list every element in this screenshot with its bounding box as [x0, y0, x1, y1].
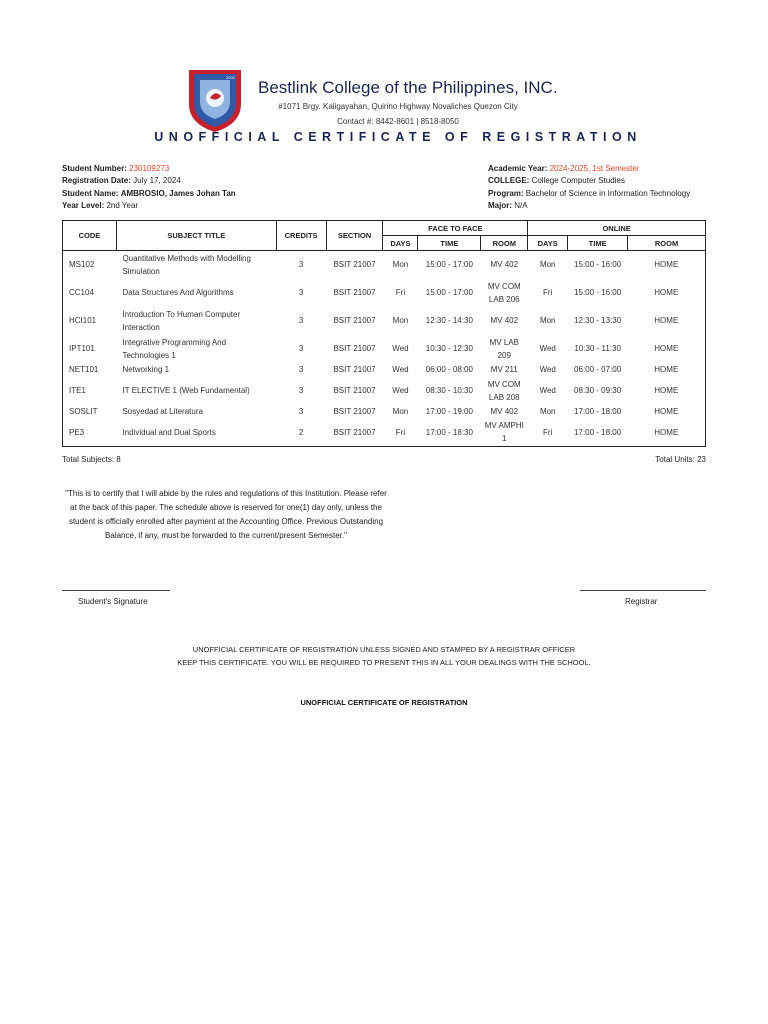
online-time: 17:00 - 18:00	[574, 427, 622, 437]
college-label: COLLEGE:	[488, 176, 530, 186]
schedule-table	[62, 220, 706, 447]
subject-code: HCI101	[69, 316, 97, 325]
header-f2f-time: TIME	[418, 236, 481, 251]
subject-title: IT ELECTIVE 1 (Web Fundamental)	[122, 386, 250, 395]
footer-notice-1: UNOFFICIAL CERTIFICATE OF REGISTRATION UNLESS SIGNED AND STAMPED BY A REGISTRAR OFFICER	[192, 645, 576, 654]
subject-section: BSIT 21007	[333, 365, 376, 374]
svg-text:2002: 2002	[226, 75, 235, 80]
f2f-time: 17:00 - 18:30	[425, 427, 473, 437]
online-room: HOME	[654, 260, 679, 270]
header-subject-title: SUBJECT TITLE	[116, 221, 276, 251]
school-name: Bestlink College of the Philippines, INC.	[258, 78, 558, 97]
footer-notice-2: KEEP THIS CERTIFICATE. YOU WILL BE REQUIRED TO PRESENT THIS IN ALL YOUR DEALINGS WITH THE SCHOOL.	[177, 658, 591, 667]
header-credits: CREDITS	[276, 221, 326, 251]
subject-section: BSIT 21007	[333, 427, 376, 437]
student-name-row	[62, 188, 236, 200]
online-time: 17:00 - 18:00	[574, 407, 622, 416]
student-name: AMBROSIO, James Johan Tan	[120, 188, 236, 198]
table-row	[63, 279, 706, 307]
subject-credits: 3	[298, 288, 304, 297]
subject-credits: 3	[298, 407, 304, 416]
academic-info	[488, 163, 690, 212]
header-online: ONLINE	[528, 221, 706, 236]
subject-credits: 3	[298, 365, 304, 374]
online-days: Wed	[539, 344, 556, 353]
online-days: Fri	[543, 427, 553, 437]
f2f-time: 17:00 - 19:00	[425, 407, 473, 416]
header-code: CODE	[63, 221, 117, 251]
online-time: 08:30 - 09:30	[574, 386, 622, 395]
online-time: 06:00 - 07:00	[574, 365, 622, 374]
schedule-rows	[63, 251, 706, 447]
f2f-days: Mon	[392, 260, 409, 270]
f2f-days: Wed	[392, 386, 409, 395]
header-online-days: DAYS	[528, 236, 568, 251]
f2f-room: MV COM LAB 206	[487, 281, 521, 304]
f2f-room: MV COM LAB 208	[487, 379, 521, 402]
f2f-days: Fri	[395, 288, 406, 297]
student-signature-label: Student's Signature	[78, 597, 148, 606]
online-days: Mon	[539, 407, 556, 416]
footer-title: UNOFFICIAL CERTIFICATE OF REGISTRATION	[300, 698, 468, 707]
online-room: HOME	[654, 316, 679, 325]
online-time: 10:30 - 11:30	[574, 344, 621, 353]
major-label: Major:	[488, 200, 512, 210]
year-level-row	[62, 200, 236, 212]
table-row	[63, 307, 706, 335]
student-number: 230109273	[129, 164, 170, 173]
online-days: Mon	[539, 260, 556, 270]
registrar-signature-line	[580, 590, 706, 591]
header-online-time: TIME	[568, 236, 628, 251]
college-row	[488, 175, 690, 187]
online-room: HOME	[654, 386, 679, 395]
subject-section: BSIT 21007	[333, 316, 376, 325]
f2f-room: MV 402	[490, 260, 519, 270]
year-level: 2nd Year	[106, 200, 139, 210]
table-row	[63, 363, 706, 377]
subject-title: Data Structures And Algorithms	[122, 288, 234, 297]
table-row	[63, 405, 706, 419]
f2f-days: Mon	[392, 316, 409, 325]
subject-title: Quantitative Methods with Modelling Simulation	[122, 253, 251, 276]
subject-code: CC104	[69, 288, 94, 297]
f2f-time: 15:00 - 17:00	[425, 288, 473, 297]
f2f-time: 06:00 - 08:00	[425, 365, 473, 374]
f2f-room: MV LAB 209	[489, 337, 519, 360]
f2f-time: 12:30 - 14:30	[425, 316, 473, 325]
online-room: HOME	[654, 427, 679, 437]
online-days: Mon	[539, 316, 556, 325]
total-units: Total Units: 23	[655, 455, 706, 464]
online-time: 15:00 - 16:00	[574, 260, 622, 270]
program: Bachelor of Science in Information Technology	[525, 188, 691, 198]
online-days: Wed	[539, 386, 556, 395]
registration-date-label: Registration Date:	[62, 176, 131, 186]
major: N/A	[514, 200, 528, 210]
table-row	[63, 335, 706, 363]
total-subjects: Total Subjects: 8	[62, 455, 121, 464]
academic-year-row	[488, 163, 690, 175]
subject-title: Integrative Programming And Technologies 1	[122, 337, 227, 360]
registrar-signature-label: Registrar	[625, 597, 658, 606]
subject-code: SOSLIT	[69, 407, 98, 416]
document-title: UNOFFICIAL CERTIFICATE OF REGISTRATION	[154, 130, 642, 144]
student-info	[62, 163, 236, 212]
certification-statement: "This is to certify that I will abide by the rules and regulations of this Institution. Please refer at the back of this paper. The schedule above is reserved for one(1) day only, unless the student is officially enrolled after payment at the Accounting Office. Previous Outstanding Balance, if any, must be forwarded to the current/present Semester."	[65, 489, 387, 540]
online-room: HOME	[654, 344, 679, 353]
online-time: 15:00 - 16:00	[574, 288, 622, 297]
subject-code: PE3	[69, 427, 85, 437]
student-number-row	[62, 163, 236, 175]
online-room: HOME	[654, 365, 679, 374]
f2f-time: 08:30 - 10:30	[425, 386, 473, 395]
school-address: #1071 Brgy. Kaligayahan, Quirino Highway Novaliches Quezon City	[278, 102, 518, 111]
subject-title: Networking 1	[122, 365, 170, 374]
online-room: HOME	[654, 407, 679, 416]
header-f2f-room: ROOM	[481, 236, 528, 251]
student-name-label: Student Name:	[62, 188, 119, 198]
online-days: Fri	[543, 288, 553, 297]
subject-code: NET101	[69, 365, 99, 374]
header-online-room: ROOM	[628, 236, 706, 251]
table-row	[63, 377, 706, 405]
online-room: HOME	[654, 288, 679, 297]
f2f-room: MV 402	[490, 316, 519, 325]
subject-credits: 2	[298, 427, 304, 437]
f2f-days: Wed	[392, 365, 409, 374]
subject-code: IPT101	[69, 344, 95, 353]
student-signature-line	[62, 590, 170, 591]
subject-credits: 3	[298, 316, 304, 325]
subject-title: Individual and Dual Sports	[122, 427, 216, 437]
header-section: SECTION	[326, 221, 383, 251]
f2f-days: Fri	[395, 427, 406, 437]
program-row	[488, 188, 690, 200]
f2f-days: Wed	[392, 344, 409, 353]
subject-section: BSIT 21007	[333, 386, 376, 395]
program-label: Program:	[488, 188, 524, 198]
academic-year-label: Academic Year:	[488, 164, 548, 173]
subject-title: Sosyedad at Literatura	[122, 407, 203, 416]
subject-credits: 3	[298, 344, 304, 353]
major-row	[488, 200, 690, 212]
f2f-days: Mon	[392, 407, 409, 416]
subject-code: MS102	[69, 260, 95, 270]
f2f-time: 10:30 - 12:30	[425, 344, 473, 353]
subject-credits: 3	[298, 260, 304, 270]
student-number-label: Student Number:	[62, 164, 127, 173]
table-row	[63, 251, 706, 279]
subject-code: ITE1	[69, 386, 86, 395]
f2f-room: MV 402	[490, 407, 519, 416]
subject-section: BSIT 21007	[333, 344, 376, 353]
academic-year: 2024-2025, 1st Semester	[549, 164, 640, 173]
subject-section: BSIT 21007	[333, 260, 376, 270]
subject-credits: 3	[298, 386, 304, 395]
f2f-time: 15:00 - 17:00	[425, 260, 473, 270]
subject-section: BSIT 21007	[333, 288, 376, 297]
subject-title: Introduction To Human Computer Interaction	[122, 309, 241, 332]
table-row	[63, 419, 706, 447]
online-time: 12:30 - 13:30	[574, 316, 622, 325]
f2f-room: MV AMPHI 1	[484, 421, 524, 444]
registration-date: July 17, 2024	[133, 176, 181, 186]
f2f-room: MV 211	[490, 365, 518, 374]
year-level-label: Year Level:	[62, 200, 105, 210]
header-f2f-days: DAYS	[383, 236, 418, 251]
registration-date-row	[62, 175, 236, 187]
college: College Computer Studies	[531, 176, 625, 186]
header-face-to-face: FACE TO FACE	[383, 221, 528, 236]
school-contact: Contact #: 8442-8601 | 8518-8050	[337, 117, 459, 126]
subject-section: BSIT 21007	[333, 407, 376, 416]
online-days: Wed	[539, 365, 556, 374]
